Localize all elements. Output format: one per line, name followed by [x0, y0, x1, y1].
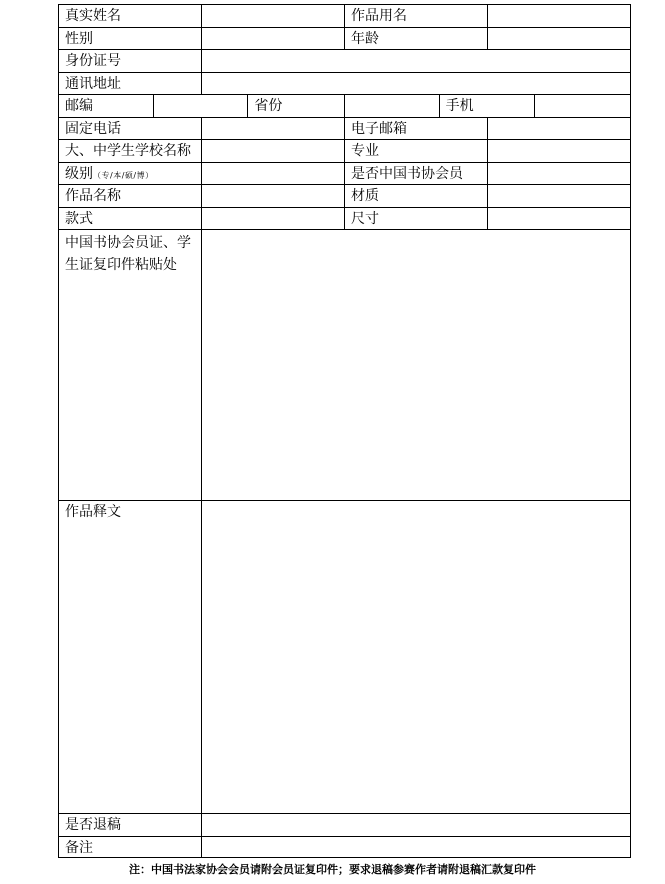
- field-postcode[interactable]: [154, 95, 249, 117]
- label-is-member: 是否中国书协会员: [345, 163, 488, 185]
- field-address[interactable]: [202, 73, 630, 95]
- label-email: 电子邮箱: [345, 118, 488, 140]
- field-mobile[interactable]: [535, 95, 630, 117]
- entry-form-table: [58, 4, 631, 858]
- label-school: 大、中学生学校名称: [59, 140, 202, 162]
- row-gender-age: [58, 27, 631, 50]
- label-major: 专业: [345, 140, 488, 162]
- field-province[interactable]: [345, 95, 440, 117]
- level-options: （专/本/硕/博）: [93, 170, 154, 180]
- row-address: [58, 72, 631, 95]
- field-pen-name[interactable]: [488, 5, 631, 27]
- label-age: 年龄: [345, 28, 488, 50]
- field-return-manuscript[interactable]: [202, 814, 630, 836]
- row-phone-email: [58, 117, 631, 140]
- label-return-manuscript: 是否退稿: [59, 814, 202, 836]
- field-work-name[interactable]: [202, 185, 346, 207]
- row-id: [58, 49, 631, 72]
- row-remarks: [58, 836, 631, 859]
- field-landline[interactable]: [202, 118, 346, 140]
- label-mobile: 手机: [440, 95, 536, 117]
- label-material: 材质: [345, 185, 488, 207]
- field-gender[interactable]: [202, 28, 346, 50]
- row-postcode: [58, 94, 631, 117]
- row-return: [58, 813, 631, 836]
- field-transcription[interactable]: [202, 501, 630, 813]
- row-style: [58, 207, 631, 230]
- row-certificate: [58, 229, 631, 500]
- label-id-number: 身份证号: [59, 50, 202, 72]
- field-id-number[interactable]: [202, 50, 630, 72]
- field-real-name[interactable]: [202, 5, 346, 27]
- row-level: [58, 162, 631, 185]
- label-work-name: 作品名称: [59, 185, 202, 207]
- field-major[interactable]: [488, 140, 631, 162]
- row-work: [58, 184, 631, 207]
- field-size[interactable]: [488, 208, 631, 230]
- label-landline: 固定电话: [59, 118, 202, 140]
- label-size: 尺寸: [345, 208, 488, 230]
- field-level[interactable]: [202, 163, 346, 185]
- label-certificate-area: 中国书协会员证、学生证复印件粘贴处: [59, 230, 202, 500]
- label-address: 通讯地址: [59, 73, 202, 95]
- field-age[interactable]: [488, 28, 631, 50]
- label-gender: 性别: [59, 28, 202, 50]
- label-level: [59, 163, 202, 185]
- label-transcription: 作品释文: [59, 501, 202, 813]
- field-style[interactable]: [202, 208, 346, 230]
- field-is-member[interactable]: [488, 163, 631, 185]
- row-school: [58, 139, 631, 162]
- label-pen-name: 作品用名: [345, 5, 488, 27]
- field-email[interactable]: [488, 118, 631, 140]
- field-certificate-area[interactable]: [202, 230, 630, 500]
- field-material[interactable]: [488, 185, 631, 207]
- row-name: [58, 4, 631, 27]
- label-postcode: 邮编: [59, 95, 154, 117]
- level-text: 级别: [65, 165, 93, 182]
- label-remarks: 备注: [59, 837, 202, 858]
- footer-note: 注：中国书法家协会会员请附会员证复印件；要求退稿参赛作者请附退稿汇款复印件: [129, 863, 536, 876]
- row-transcription: [58, 500, 631, 813]
- field-school[interactable]: [202, 140, 346, 162]
- label-style: 款式: [59, 208, 202, 230]
- label-province: 省份: [248, 95, 345, 117]
- label-real-name: 真实姓名: [59, 5, 202, 27]
- field-remarks[interactable]: [202, 837, 630, 858]
